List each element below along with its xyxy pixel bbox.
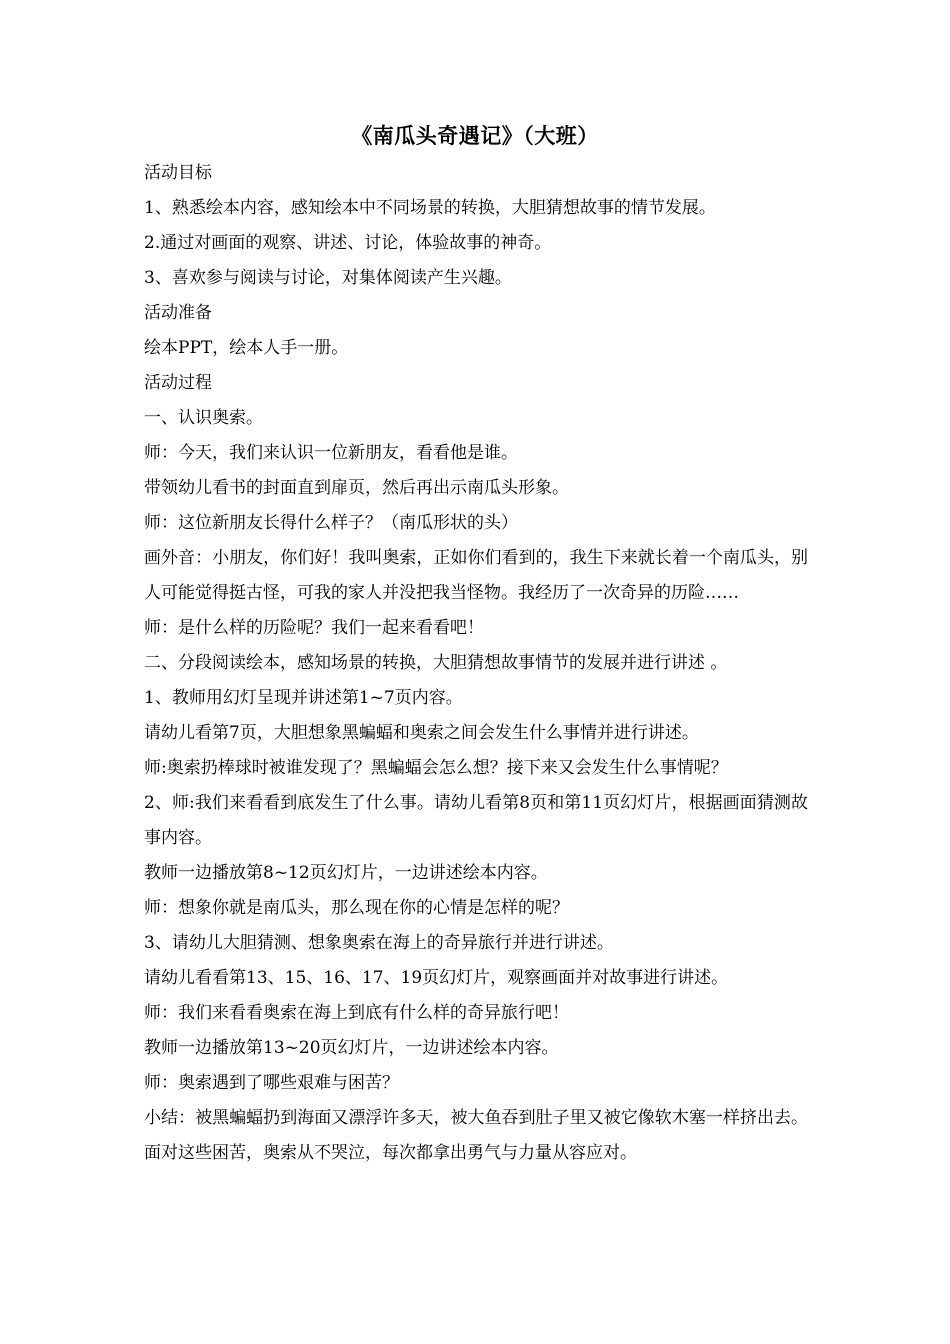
paragraph: 师：我们来看看奥索在海上到底有什么样的奇异旅行吧！ xyxy=(144,1003,569,1023)
paragraph: 师:奥索扔棒球时被谁发现了？黑蝙蝠会怎么想？接下来又会发生什么事情呢？ xyxy=(144,758,728,778)
paragraph: 教师一边播放第13~20页幻灯片，一边讲述绘本内容。 xyxy=(144,1038,559,1058)
paragraph: 1、教师用幻灯呈现并讲述第1~7页内容。 xyxy=(144,688,463,708)
goal-item-2: 2.通过对画面的观察、讲述、讨论，体验故事的神奇。 xyxy=(144,233,552,253)
document-body xyxy=(144,156,808,1171)
paragraph: 教师一边播放第8~12页幻灯片，一边讲述绘本内容。 xyxy=(144,863,548,883)
preparation-text: 绘本PPT，绘本人手一册。 xyxy=(144,338,349,358)
section-two-heading: 二、分段阅读绘本，感知场景的转换，大胆猜想故事情节的发展并进行讲述 。 xyxy=(144,653,728,673)
paragraph: 师：今天，我们来认识一位新朋友，看看他是谁。 xyxy=(144,443,518,463)
paragraph: 师：奥索遇到了哪些艰难与困苦？ xyxy=(144,1073,399,1093)
goal-item-1: 1、熟悉绘本内容，感知绘本中不同场景的转换，大胆猜想故事的情节发展。 xyxy=(144,198,716,218)
paragraph: 请幼儿看第7页，大胆想象黑蝙蝠和奥索之间会发生什么事情并进行讲述。 xyxy=(144,723,699,743)
paragraph: 师：想象你就是南瓜头，那么现在你的心情是怎样的呢？ xyxy=(144,898,569,918)
goal-item-3: 3、喜欢参与阅读与讨论，对集体阅读产生兴趣。 xyxy=(144,268,512,288)
heading-activity-preparation: 活动准备 xyxy=(144,303,212,323)
paragraph: 3、请幼儿大胆猜测、想象奥索在海上的奇异旅行并进行讲述。 xyxy=(144,933,614,953)
heading-activity-goals: 活动目标 xyxy=(144,163,212,183)
section-one-heading: 一、认识奥索。 xyxy=(144,408,263,428)
paragraph: 请幼儿看看第13、15、16、17、19页幻灯片，观察画面并对故事进行讲述。 xyxy=(144,968,729,988)
paragraph: 师：是什么样的历险呢？我们一起来看看吧！ xyxy=(144,618,484,638)
document-title: 《南瓜头奇遇记》（大班） xyxy=(351,123,599,148)
paragraph: 师：这位新朋友长得什么样子？（南瓜形状的头） xyxy=(144,513,518,533)
paragraph: 带领幼儿看书的封面直到扉页，然后再出示南瓜头形象。 xyxy=(144,478,569,498)
paragraph: 2、师:我们来看看到底发生了什么事。请幼儿看第8页和第11页幻灯片，根据画面猜测故事内容。 xyxy=(144,793,808,848)
heading-activity-process: 活动过程 xyxy=(144,373,212,393)
paragraph: 画外音：小朋友，你们好！我叫奥索，正如你们看到的，我生下来就长着一个南瓜头，别人可能觉得挺古怪，可我的家人并没把我当怪物。我经历了一次奇异的历险…… xyxy=(144,548,808,603)
summary-paragraph: 小结：被黑蝙蝠扔到海面又漂浮许多天，被大鱼吞到肚子里又被它像软木塞一样挤出去。面对这些困苦，奥索从不哭泣，每次都拿出勇气与力量从容应对。 xyxy=(144,1108,808,1163)
